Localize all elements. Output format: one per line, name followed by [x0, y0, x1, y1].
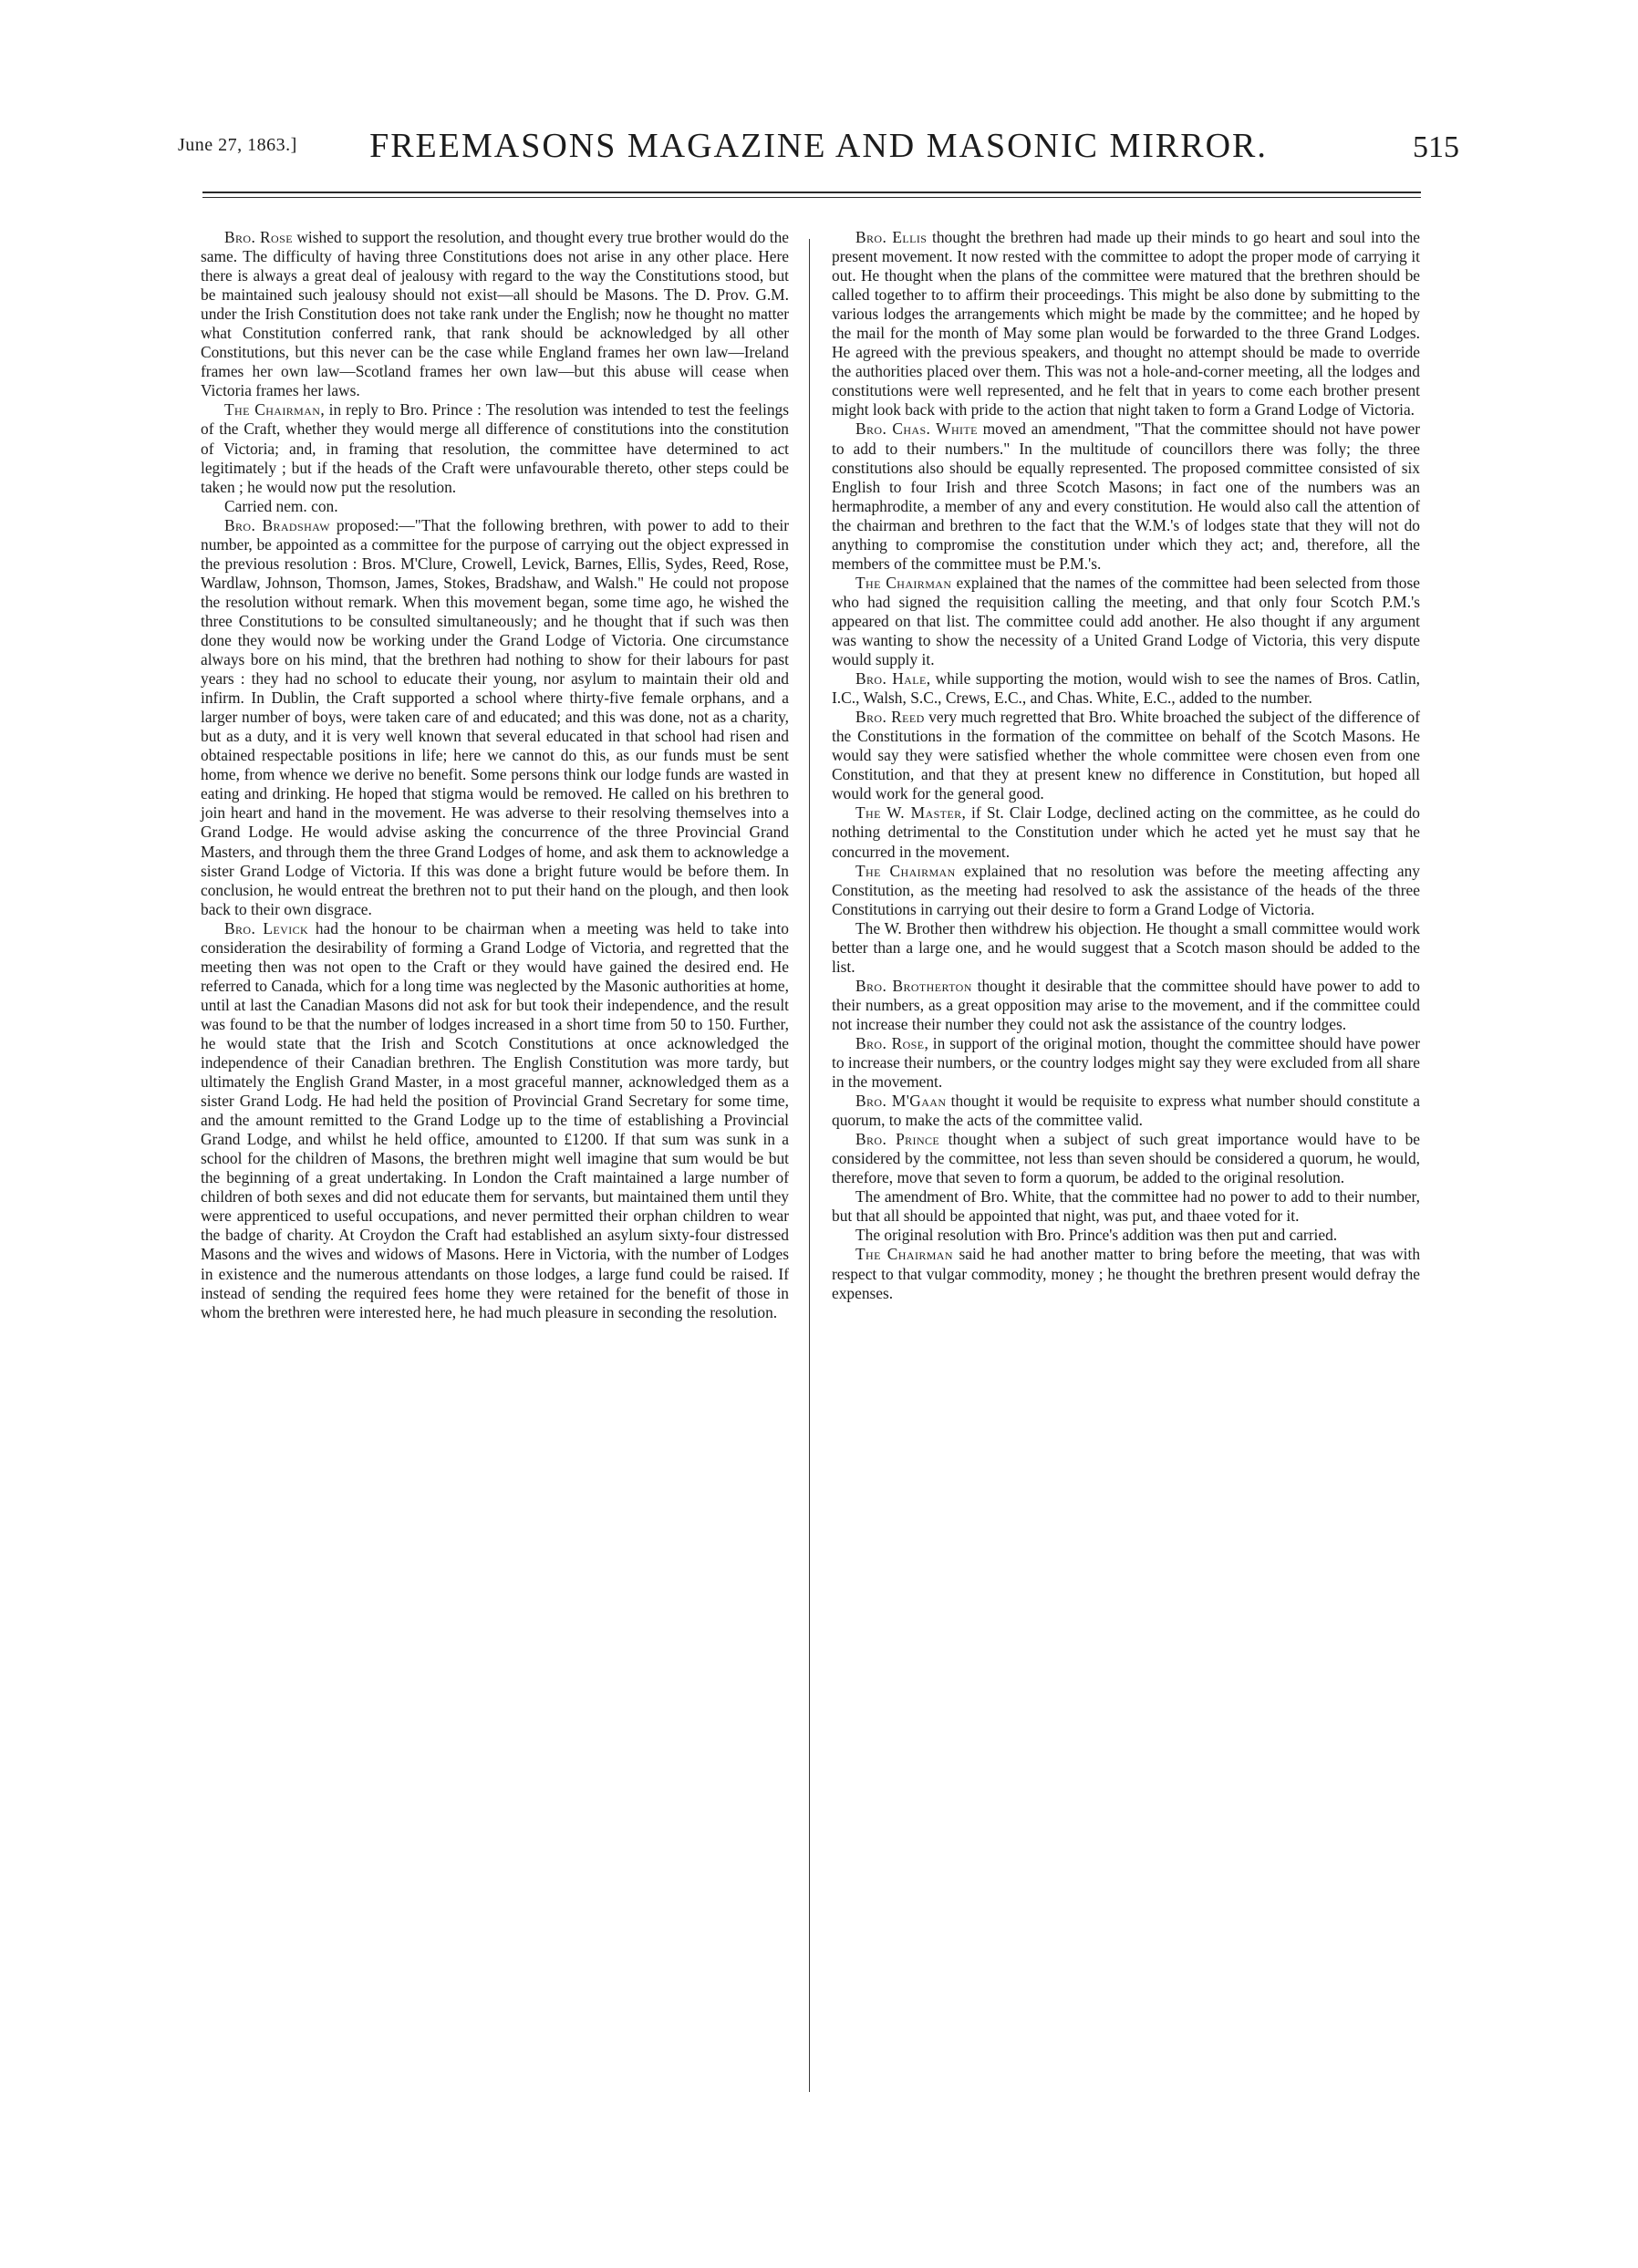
paragraph [832, 419, 1420, 573]
paragraph-text: Carried nem. con. [224, 496, 338, 515]
paragraph-text: The amendment of Bro. White, that the committee had no power to add to their number, but that all should be appointed that night, was put, and thaee voted for it. [832, 1187, 1420, 1226]
paragraph [832, 1226, 1420, 1245]
paragraph [832, 1092, 1420, 1130]
speaker-name: Bro. Rose [855, 1033, 925, 1052]
right-column [832, 228, 1420, 1303]
paragraph-text: , in support of the original motion, thought the committee should have power to increase their numbers, or the country lodges might say they were excluded from all share in the movement. [832, 1033, 1420, 1092]
speaker-name: Bro. M'Gaan [855, 1092, 947, 1111]
paragraph-text: , while supporting the motion, would wish to see the names of Bros. Catlin, I.C., Walsh, S.C., Crews, E.C., and Chas. White, E.C., added to the number. [832, 669, 1420, 708]
speaker-name: The Chairman [224, 400, 321, 419]
paragraph [832, 1130, 1420, 1187]
paragraph [832, 1187, 1420, 1226]
paragraph [832, 1034, 1420, 1092]
paragraph [832, 574, 1420, 669]
speaker-name: The Chairman [855, 573, 952, 592]
paragraph [832, 228, 1420, 419]
paragraph-text: had the honour to be chairman when a meeting was held to take into consideration the desirability of forming a Grand Lodge of Victoria, and regretted that the meeting then was not open to the Craft or they would have gained the desired end. He referred to Canada, which for a long time was neglected by the Masonic authorities at home, until at last the Canadian Masons did not ask for but took their independence, and the result was found to be that the number of lodges increased in a short time from 50 to 150. Further, he would state that the Irish and Scotch Constitutions at once acknowledged the independence of their Canadian brethren. The English Constitution was more tardy, but ultimately the English Grand Master, in a most graceful manner, acknowledged them as a sister Grand Lodg. He had held the position of Provincial Grand Secretary for some time, and the amount remitted to the Grand Lodge up to the time of establishing a Provincial Grand Lodge, and whilst he held office, amounted to £1200. If that sum was sunk in a school for the children of Masons, the brethren might well imagine that sum would be but the beginning of a great undertaking. In London the Craft maintained a large number of children of both sexes and did not educate them for servants, but maintained them until they were apprenticed to useful occupations, and never permitted their orphan children to wear the badge of charity. At Croydon the Craft had established an asylum sixty-four distressed Masons and the wives and widows of Masons. Here in Victoria, with the number of Lodges in existence and the numerous attendants on those lodges, a large fund could be raised. If instead of sending the required fees home they were retained for the benefit of those in whom the brethren were interested here, he had much pleasure in seconding the resolution. [201, 918, 789, 1321]
speaker-name: Bro. Bradshaw [224, 515, 330, 534]
masthead [178, 119, 1459, 173]
paragraph [832, 1245, 1420, 1302]
speaker-name: Bro. Brotherton [855, 976, 972, 995]
speaker-name: The Chairman [855, 861, 956, 880]
speaker-name: Bro. Prince [855, 1130, 940, 1149]
speaker-name: The Chairman [855, 1245, 953, 1264]
paragraph [201, 919, 789, 1322]
paragraph [832, 862, 1420, 919]
speaker-name: The W. Master [855, 803, 962, 823]
paragraph-text: said he had another matter to bring before the meeting, that was with respect to that vulgar commodity, money ; he thought the brethren present would defray the expenses. [832, 1245, 1421, 1302]
paragraph [201, 497, 789, 516]
paragraph [832, 977, 1420, 1034]
speaker-name: Bro. Hale [855, 669, 927, 689]
left-column [201, 228, 789, 1322]
column-divider [809, 239, 810, 2092]
paragraph-text: thought it desirable that the committee should have power to add to their numbers, as a great opposition may arise to the movement, and if the committee could not increase their number they could not ask the assistance of the country lodges. [832, 976, 1420, 1033]
speaker-name: Bro. Chas. White [855, 419, 978, 439]
paragraph-text: explained that no resolution was before the meeting affecting any Constitution, as the meeting had resolved to ask the assistance of the heads of the three Constitutions in carrying out their desire to form a Grand Lodge of Victoria. [832, 861, 1420, 918]
paragraph-text: The original resolution with Bro. Prince's addition was then put and carried. [855, 1226, 1338, 1245]
speaker-name: Bro. Reed [855, 708, 925, 727]
paragraph-text: moved an amendment, "That the committee should not have power to add to their numbers." In the multitude of councillors there was folly; the three constitutions also should be equally represented. The proposed committee consisted of six English to four Irish and three Scotch Masons; in fact one of the numbers was an hermaphrodite, a member of any and every constitution. He would also call the attention of the chairman and brethren to the fact that the W.M.'s of lodges state that they will not do anything to compromise the constitution under which they act; and, therefore, all the members of the committee must be P.M.'s. [832, 419, 1420, 573]
speaker-name: Bro. Rose [224, 228, 293, 246]
header-rule-thin [202, 197, 1421, 198]
paragraph [832, 669, 1420, 708]
paragraph-text: explained that the names of the committee had been selected from those who had signed the requisition calling the meeting, and that only four Scotch P.M.'s appeared on that list. The committee could add another. He also thought if any argument was wanting to show the necessity of a United Grand Lodge of Victoria, this very dispute would supply it. [832, 573, 1420, 669]
paragraph-text: , in reply to Bro. Prince : The resolution was intended to test the feelings of the Craft, whether they would merge all difference of constitutions into the constitution of Victoria; and, in framing that resolution, the committee have determined to act legitimately ; but if the heads of the Craft were unfavourable thereto, other steps could be taken ; he would now put the resolution. [201, 400, 789, 496]
paragraph [832, 708, 1420, 803]
paragraph-text: The W. Brother then withdrew his objection. He thought a small committee would work better than a large one, and he would suggest that a Scotch mason should be added to the list. [832, 918, 1420, 976]
header-rule [202, 192, 1421, 193]
paragraph [201, 516, 789, 919]
speaker-name: Bro. Levick [224, 918, 309, 937]
page-number: 515 [1413, 130, 1459, 164]
issue-date: June 27, 1863.] [178, 135, 297, 155]
paragraph-text: thought it would be requisite to express what number should constitute a quorum, to make the acts of the committee valid. [832, 1092, 1420, 1130]
speaker-name: Bro. Ellis [855, 228, 928, 246]
paragraph-text: thought the brethren had made up their minds to go heart and soul into the present movement. It now rested with the committee to adopt the proper mode of carrying it out. He thought when the plans of the committee were matured that the brethren should be called together to to affirm their proceedings. This might be also done by submitting to the various lodges the arrangements which might be made by the committee; and he hoped by the mail for the month of May some plan would be forwarded to the three Grand Lodges. He agreed with the previous speakers, and thought no attempt should be made to override the authorities placed over them. This was not a hole-and-corner meeting, all the lodges and constitutions were well represented, and he felt that in years to come each brother present might look back with pride to the action that night taken to form a Grand Lodge of Victoria. [832, 228, 1420, 419]
paragraph [832, 803, 1420, 861]
paragraph-text: thought when a subject of such great importance would have to be considered by the committee, not less than seven should be considered a quorum, he would, therefore, move that seven to form a quorum, be added to the original resolution. [832, 1130, 1420, 1187]
publication-title: FREEMASONS MAGAZINE AND MASONIC MIRROR. [369, 127, 1268, 165]
paragraph-text: wished to support the resolution, and thought every true brother would do the same. The difficulty of having three Constitutions does not arise in any other place. Here there is always a great deal of jealousy with regard to the way the Constitutions stood, but be maintained such jealousy should not exist—all should be Masons. The D. Prov. G.M. under the Irish Constitution does not take rank under the English; now he thought no matter what Constitution conferred rank, that rank should be acknowledged by all other Constitutions, but this never can be the case while England frames her own law—Ireland frames her own law—Scotland frames her own law—but this abuse will cease when Victoria frames her laws. [201, 228, 789, 400]
paragraph-text: , if St. Clair Lodge, declined acting on the committee, as he could do nothing detrimental to the Constitution under which he acted yet he must say that he concurred in the movement. [832, 803, 1420, 861]
paragraph [201, 400, 789, 496]
paragraph [832, 919, 1420, 977]
paragraph-text: proposed:—"That the following brethren, with power to add to their number, be appointed as a committee for the purpose of carrying out the object expressed in the previous resolution : Bros. M'Clure, Crowell, Levick, Barnes, Ellis, Sydes, Reed, Rose, Wardlaw, Johnson, Thomson, James, Stokes, Bradshaw, and Walsh." He could not propose the resolution without remark. When this movement began, some time ago, he wished the three Constitutions to be consulted simultaneously; and he thought that if such was then done they would now be working under the Grand Lodge of Victoria. One circumstance always bore on his mind, that the brethren had nothing to show for their labours for past years : they had no school to educate their young, nor asylum to maintain their old and infirm. In Dublin, the Craft supported a school where thirty-five female orphans, and a larger number of boys, were taken care of and educated; and this was done, not as a charity, but as a duty, and it is very well known that several educated in that school had risen and obtained respectable positions in life; here we cannot do this, as our funds must be sent home, from whence we derive no benefit. Some persons think our lodge funds are wasted in eating and drinking. He hoped that stigma would be removed. He called on his brethren to join heart and hand in the movement. He was adverse to their resolving themselves into a Grand Lodge. He would advise asking the concurrence of the three Provincial Grand Masters, and through them the three Grand Lodges of home, and ask them to acknowledge a sister Grand Lodge of Victoria. If this was done a bright future would be before them. In conclusion, he would entreat the brethren not to put their hand on the plough, and then look back to their own disgrace. [201, 515, 789, 918]
paragraph [201, 228, 789, 400]
paragraph-text: very much regretted that Bro. White broached the subject of the difference of the Constitutions in the formation of the committee on behalf of the Scotch Masons. He would say they were satisfied whether the whole committee were chosen even from one Constitution, and that they at present knew no difference in Constitution, but hoped all would work for the general good. [832, 708, 1420, 803]
